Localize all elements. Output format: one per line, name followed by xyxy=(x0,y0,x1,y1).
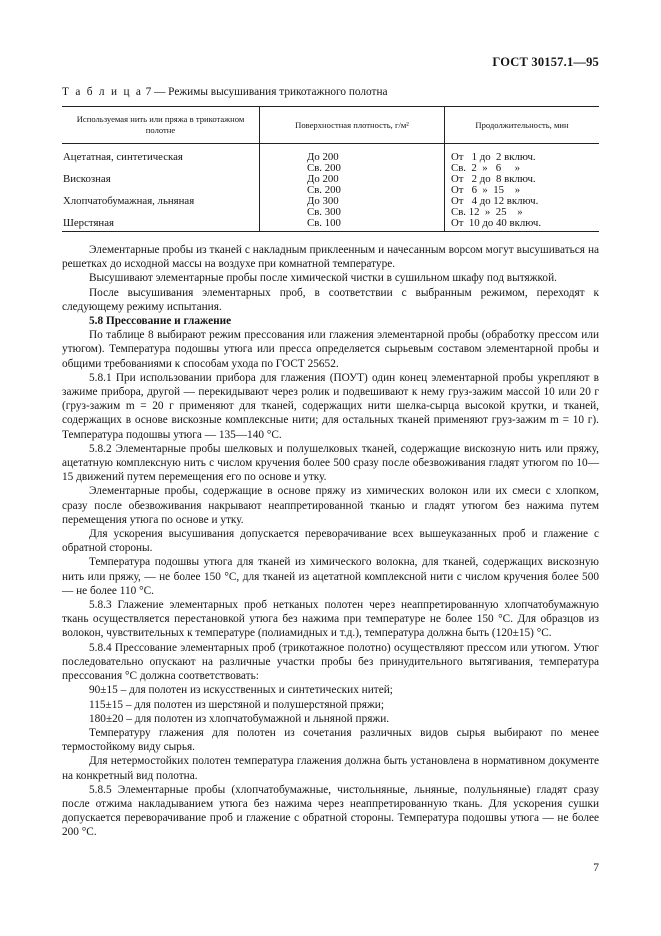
density-value: До 200 xyxy=(307,151,339,163)
duration-value: От 1 до 2 включ. xyxy=(451,151,536,163)
column-header-fiber: Используемая нить или пряжа в трикотажном полотне xyxy=(62,107,260,144)
column-header-density: Поверхностная плотность, г/м² xyxy=(260,107,445,144)
density-value: Св. 200 xyxy=(307,184,341,196)
duration-value: От 6 » 15 » xyxy=(451,184,521,196)
paragraph: Элементарные пробы, содержащие в основе пряжу из химических волокон или их смеси с хлопком, сразу после обезвоживания накрывают неаппретированной тканью и гладят утюгом без нажима путем перемещения утюга по основе и утку. xyxy=(62,485,599,526)
paragraph-5-8-2: 5.8.2 Элементарные пробы шелковых и полушелковых тканей, содержащие вискозную нить или пряжу, ацетатную комплексную нить с числом кручения более 500 сразу после обезвоживания гладят утюгом по 10—15 движений путем перемещения его по основе и утку. xyxy=(62,442,599,484)
fiber-cell xyxy=(62,144,260,232)
fiber-value: Хлопчатобумажная, льняная xyxy=(63,195,195,207)
table-caption xyxy=(62,85,388,99)
standard-number: ГОСТ 30157.1—95 xyxy=(492,55,599,69)
temperature-item: 115±15 – для полотен из шерстяной и полушерстяной пряжи; xyxy=(89,698,384,711)
fiber-value: Шерстяная xyxy=(63,217,114,229)
paragraph: Температуру глажения для полотен из сочетания различных видов сырья выбирают по менее термостойкому виду сырья. xyxy=(62,726,599,754)
table-row xyxy=(62,144,599,232)
fiber-value: Ацетатная, синтетическая xyxy=(63,151,183,163)
paragraph-5-8-4: 5.8.4 Прессование элементарных проб (трикотажное полотно) осуществляют прессом или утюгом. Утюг последовательно опускают на различные участки пробы без принудительного вытягивания, температура прессования °С должна соответствовать: xyxy=(62,641,599,683)
temperature-item: 90±15 – для полотен из искусственных и синтетических нитей; xyxy=(89,684,393,697)
fiber-value: Вискозная xyxy=(63,173,111,185)
duration-cell xyxy=(445,144,600,232)
density-value: Св. 100 xyxy=(307,217,341,229)
section-heading-5-8: 5.8 Прессование и глажение xyxy=(89,315,232,328)
paragraph: Для ускорения высушивания допускается переворачивание всех вышеуказанных проб и глажение с обратной стороны. xyxy=(62,528,599,555)
paragraph: Температура подошвы утюга для тканей из химического волокна, для тканей, содержащих вискозную нить или пряжу, — не более 150 °С, для тканей из ацетатной комплексной нити с числом кручения более 500 — не более 110 °С. xyxy=(62,556,599,597)
page-number: 7 xyxy=(593,862,599,874)
paragraph-5-8-5: 5.8.5 Элементарные пробы (хлопчатобумажные, чистольняные, льняные, полульняные) гладят сразу после отжима накладыванием утюга без нажима через неаппретированную ткань. Для ускорения сушки допускается переворачивание проб и глажение с обратной стороны. Температура подошвы утюга — не более 200 °С. xyxy=(62,783,599,839)
duration-value: От 2 до 8 включ. xyxy=(451,173,536,185)
density-value: До 200 xyxy=(307,173,339,185)
drying-modes-table xyxy=(62,106,599,232)
density-value: До 300 xyxy=(307,195,339,207)
duration-value: Св. 12 » 25 » xyxy=(451,206,523,218)
paragraph-5-8-3: 5.8.3 Глажение элементарных проб нетканых полотен через неаппретированную хлопчатобумажную ткань осуществляется перестановкой утюга без нажима при температуре не более 150 °С. Для образцов из волокон, чувствительных к температуре (полиамидных и т.д.), температура должна быть (120±15) °С. xyxy=(62,599,599,640)
density-value: Св. 200 xyxy=(307,162,341,174)
density-cell xyxy=(260,144,445,232)
paragraph: После высушивания элементарных проб, в соответствии с выбранным режимом, переходят к следующему режиму испытания. xyxy=(62,286,599,313)
paragraph: Для нетермостойких полотен температура глажения должна быть установлена в нормативном документе на конкретный вид полотна. xyxy=(62,755,599,782)
duration-value: От 4 до 12 включ. xyxy=(451,195,539,207)
column-header-duration: Продолжительность, мин xyxy=(445,107,600,144)
table-caption-title: 7 — Режимы высушивания трикотажного полотна xyxy=(142,86,388,98)
table-header-row xyxy=(62,107,599,144)
body-text xyxy=(62,243,599,840)
temperature-item: 180±20 – для полотен из хлопчатобумажной и льняной пряжи. xyxy=(89,712,390,725)
paragraph-5-8-1: 5.8.1 При использовании прибора для глажения (ПОУТ) один конец элементарной пробы укрепляют в зажиме прибора, другой — перекидывают через ролик и подвешивают к нему груз-зажим массой 10 или 20 г (груз-зажим m = 20 г применяют для тканей, содержащих нити шелка-сырца высокой крутки, и тканей, содержащих в основе вискозные комплексные нити; для остальных тканей применяют груз-зажим m = 10 г). Температура подошвы утюга — 135—140 °С. xyxy=(62,371,599,441)
duration-value: Св. 2 » 6 » xyxy=(451,162,520,174)
density-value: Св. 300 xyxy=(307,206,341,218)
paragraph: По таблице 8 выбирают режим прессования или глажения элементарной пробы (обработку прессом или утюгом). Температура подошвы утюга или пресса определяется сырьевым составом элементарной пробы и общими требованиями к способам ухода по ГОСТ 25652. xyxy=(62,329,599,370)
table-caption-label: Т а б л и ц а xyxy=(62,86,143,98)
paragraph: Высушивают элементарные пробы после химической чистки в сушильном шкафу под вытяжкой. xyxy=(89,272,557,285)
paragraph: Элементарные пробы из тканей с накладным приклеенным и начесанным ворсом могут высушиваться на решетках до исходной массы на воздухе при комнатной температуре. xyxy=(62,244,599,271)
duration-value: От 10 до 40 включ. xyxy=(451,217,542,229)
